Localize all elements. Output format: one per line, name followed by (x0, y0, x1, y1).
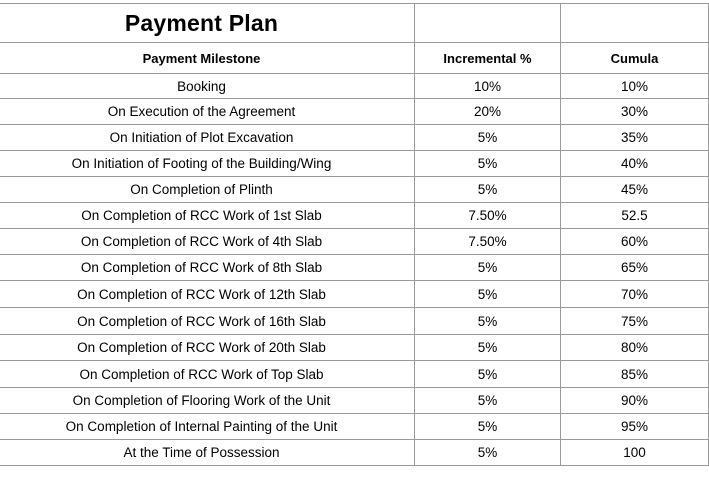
table-row (0, 308, 709, 335)
cumulative-cell: 65% (561, 255, 709, 281)
table-row (0, 99, 709, 125)
incremental-cell: 5% (415, 361, 561, 388)
table-row (0, 281, 709, 308)
title-empty-cell (415, 4, 561, 43)
milestone-cell: On Completion of RCC Work of 20th Slab (0, 335, 415, 361)
cumulative-cell: 90% (561, 388, 709, 414)
cumulative-cell: 40% (561, 151, 709, 177)
incremental-cell: 5% (415, 281, 561, 308)
header-milestone: Payment Milestone (0, 43, 415, 74)
milestone-cell: On Initiation of Footing of the Building/Wing (0, 151, 415, 177)
incremental-cell: 5% (415, 335, 561, 361)
cumulative-cell: 35% (561, 125, 709, 151)
milestone-cell: On Completion of RCC Work of Top Slab (0, 361, 415, 388)
milestone-cell: On Initiation of Plot Excavation (0, 125, 415, 151)
table-row (0, 440, 709, 466)
milestone-cell: On Completion of Internal Painting of the Unit (0, 414, 415, 440)
incremental-cell: 5% (415, 177, 561, 203)
table-row (0, 125, 709, 151)
payment-plan-table (0, 3, 709, 466)
cumulative-cell: 70% (561, 281, 709, 308)
incremental-cell: 5% (415, 255, 561, 281)
milestone-cell: At the Time of Possession (0, 440, 415, 466)
table-row (0, 203, 709, 229)
cumulative-cell: 85% (561, 361, 709, 388)
table-title: Payment Plan (0, 4, 415, 43)
incremental-cell: 10% (415, 74, 561, 99)
incremental-cell: 5% (415, 388, 561, 414)
title-row (0, 4, 709, 43)
table-row (0, 414, 709, 440)
milestone-cell: On Completion of RCC Work of 8th Slab (0, 255, 415, 281)
incremental-cell: 7.50% (415, 203, 561, 229)
table-row (0, 177, 709, 203)
cumulative-cell: 75% (561, 308, 709, 335)
header-incremental: Incremental % (415, 43, 561, 74)
milestone-cell: On Completion of Plinth (0, 177, 415, 203)
incremental-cell: 20% (415, 99, 561, 125)
cumulative-cell: 45% (561, 177, 709, 203)
cumulative-cell: 52.5 (561, 203, 709, 229)
table-row (0, 335, 709, 361)
cumulative-cell: 30% (561, 99, 709, 125)
milestone-cell: On Completion of RCC Work of 4th Slab (0, 229, 415, 255)
table-row (0, 388, 709, 414)
table-row (0, 255, 709, 281)
milestone-cell: On Completion of RCC Work of 16th Slab (0, 308, 415, 335)
title-empty-cell (561, 4, 709, 43)
milestone-cell: On Completion of Flooring Work of the Unit (0, 388, 415, 414)
milestone-cell: On Execution of the Agreement (0, 99, 415, 125)
cumulative-cell: 10% (561, 74, 709, 99)
cumulative-cell: 60% (561, 229, 709, 255)
cumulative-cell: 80% (561, 335, 709, 361)
table-row (0, 361, 709, 388)
milestone-cell: On Completion of RCC Work of 1st Slab (0, 203, 415, 229)
header-row (0, 43, 709, 74)
incremental-cell: 5% (415, 151, 561, 177)
table-row (0, 74, 709, 99)
cumulative-cell: 100 (561, 440, 709, 466)
milestone-cell: On Completion of RCC Work of 12th Slab (0, 281, 415, 308)
incremental-cell: 7.50% (415, 229, 561, 255)
table-row (0, 151, 709, 177)
incremental-cell: 5% (415, 125, 561, 151)
milestone-cell: Booking (0, 74, 415, 99)
cumulative-cell: 95% (561, 414, 709, 440)
incremental-cell: 5% (415, 440, 561, 466)
header-cumulative: Cumula (561, 43, 709, 74)
incremental-cell: 5% (415, 308, 561, 335)
incremental-cell: 5% (415, 414, 561, 440)
table-row (0, 229, 709, 255)
